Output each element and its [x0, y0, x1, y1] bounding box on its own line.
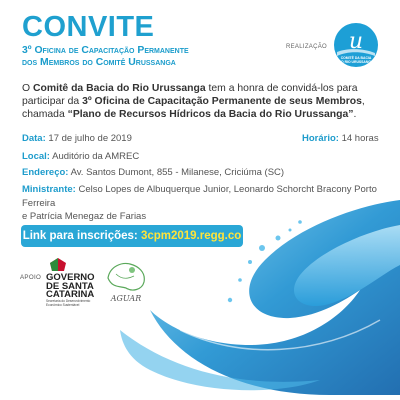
speaker-label: Ministrante: — [22, 184, 76, 195]
intro-event: 3º Oficina de Capacitação Permanente de seus Membros — [82, 96, 362, 108]
intro-org: Comitê da Bacia do Rio Urussanga — [32, 83, 206, 94]
registration-link-url[interactable]: 3cpm2019.regg.co — [140, 230, 242, 242]
svg-text:u: u — [348, 29, 364, 54]
intro-text: , chamada — [22, 96, 365, 121]
intro-text: tem a honra de convidá-los para participar da — [22, 83, 358, 108]
committee-logo — [333, 22, 379, 68]
header — [22, 12, 282, 69]
address-label: Endereço: — [22, 167, 69, 178]
date-label: Data: — [22, 133, 46, 144]
intro-text: . — [353, 109, 357, 121]
speaker-value-line2: e Patrícia Menegaz de Farias — [22, 211, 147, 222]
realizacao-label: REALIZAÇÃO — [286, 44, 328, 50]
time-row — [302, 133, 379, 144]
page-title: CONVITE — [22, 11, 155, 43]
intro-text: O — [22, 83, 33, 94]
time-label: Horário: — [302, 133, 339, 144]
gov-line1: GOVERNO — [46, 272, 95, 283]
government-secretariat: Secretaria do Desenvolvimento Econômico Sustentável — [46, 299, 91, 307]
logo-line1: COMITÊ DA BACIA — [340, 56, 372, 60]
speaker-value: Celso Lopes de Albuquerque Junior, Leonardo Schorcht Bracony Porto Ferreira — [22, 184, 377, 209]
aguar-text: AGUAR — [110, 294, 142, 303]
intro-paragraph — [22, 82, 382, 122]
subtitle — [22, 45, 282, 69]
location-row — [22, 151, 139, 163]
date-row — [22, 133, 132, 145]
intro-quote: “Plano de Recursos Hídricos da Bacia do Rio Urussanga” — [67, 109, 354, 121]
address-value: Av. Santos Dumont, 855 - Milanese, Criciúma (SC) — [70, 167, 285, 178]
speaker-row — [22, 183, 384, 224]
gov-line3: CATARINA — [46, 289, 95, 300]
location-label: Local: — [22, 151, 50, 162]
location-value: Auditório da AMREC — [52, 151, 140, 162]
apoio-label: APOIO — [20, 274, 42, 281]
registration-link-banner[interactable] — [21, 225, 243, 247]
government-wordmark — [46, 274, 95, 300]
time-value: 14 horas — [341, 133, 379, 144]
registration-link-label: Link para inscrições: — [22, 230, 138, 242]
address-row — [22, 167, 284, 179]
date-value: 17 de julho de 2019 — [48, 133, 132, 144]
aguar-logo — [102, 256, 150, 306]
subtitle-line2: dos Membros do Comitê Urussanga — [22, 57, 176, 68]
logo-line2: DO RIO URUSSANGA — [338, 60, 374, 64]
gov-line2: DE SANTA — [46, 280, 94, 292]
subtitle-line1: 3º Oficina de Capacitação Permanente — [22, 45, 189, 56]
